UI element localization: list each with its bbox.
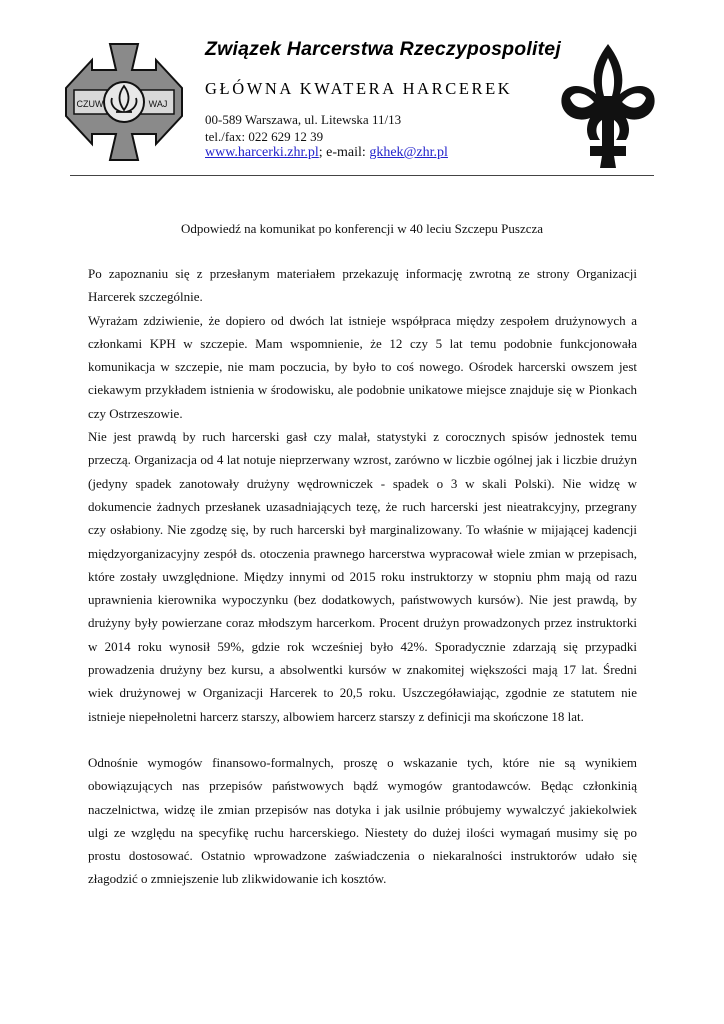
organization-subtitle: GŁÓWNA KWATERA HARCEREK (205, 79, 513, 98)
document-title: Odpowiedź na komunikat po konferencji w 40 leciu Szczepu Puszcza (180, 221, 544, 236)
paragraph: Po zapoznaniu się z przesłanym materiałem przekazuję informację zwrotną ze strony Organizacji Harcerek szczególnie. (88, 266, 637, 305)
organization-name: Związek Harcerstwa Rzeczypospolitej (205, 38, 561, 60)
document-body (88, 262, 637, 891)
letterhead (0, 0, 724, 180)
paragraph: Wyrażam zdziwienie, że dopiero od dwóch lat istnieje współpraca między zespołem drużynowych a członkami KPH w szczepie. Mam wspomnienie, że 12 czy 5 lat temu podobnie funkcjonowała komunikacja w szczepie, nie mam poczucia, by było to coś nowego. Ośrodek harcerski owszem jest ciekawym przykładem istnienia w środowisku, ale podobnie unikatowe miejsce znajduje się w Pionkach czy Ostrzeszowie. (88, 312, 637, 421)
cross-left-text: CZUW (76, 99, 104, 109)
postal-address: 00-589 Warszawa, ul. Litewska 11/13 (205, 112, 402, 127)
phone-fax: tel./fax: 022 629 12 39 (205, 129, 324, 144)
contact-line (205, 145, 448, 161)
paragraph: Odnośnie wymogów finansowo-formalnych, proszę o wskazanie tych, które nie są wynikiem obowiązujących nas przepisów państwowych bądź wymogów grantodawców. Będąc członkinią naczelnictwa, widzę ile zmian przepisów nas dotyka i jak usilnie próbujemy wywalczyć jakiekolwiek ulgi ze względu na specyfikę ruchu harcerskiego. Niestety do dużej ilości wymagań musimy się po prostu dostosować. Ostatnio wprowadzone zaświadczenia o niekaralności instruktorów udało się złagodzić o zmniejszenie lub zlikwidowanie ich kosztów. (88, 754, 637, 887)
cross-right-text: WAJ (148, 99, 168, 109)
paragraph: Nie jest prawdą by ruch harcerski gasł czy malał, statystyki z corocznych spisów jednostek temu przeczą. Organizacja od 4 lat notuje nieprzerwany wzrost, zarówno w liczbie ogólnej jak i liczbie drużyn (jedyny spadek zanotowały drużyny wędrowniczek - spadek o 3 w skali Polski). Nie widzę w dokumencie żadnych przesłanek uzasadniających tezę, że ruch harcerski jest nieatrakcyjny, przegrany czy osłabiony. Nie zgodzę się, by ruch harcerski był marginalizowany. To właśnie w mijającej kadencji międzyorganizacyjny zespół ds. otoczenia prawnego harcerstwa wypracował wiele zmian w przepisach, które zostały uwzględnione. Między innymi od 2015 roku instruktorzy w stopniu phm mają od razu uprawnienia kierownika wypoczynku (bez dodatkowych, państwowych kursów). Nie jest prawdą, by drużyny były powierzane coraz młodszym harcerkom. Procent drużyn prowadzonych przez instruktorki w 2014 roku wynosił 59%, gdzie rok wcześniej było 42%. Sporadycznie zdarzają się przypadki prowadzenia drużyny bez kursu, a absolwentki kursów w znakomitej większości mają 17 lat. Średni wiek drużynowej w Organizacji Harcerek to 20,5 roku. Uszczegóławiając, zgodnie ze statutem nie istnieje niepełnoletni harcerz starszy, albowiem harcerz starszy z definicji ma skończone 18 lat. (88, 429, 637, 724)
header-divider (70, 175, 654, 176)
harcerski-cross-logo (62, 40, 186, 164)
fleur-de-lis-logo (556, 40, 660, 172)
website-link[interactable]: www.harcerki.zhr.pl (205, 145, 319, 160)
email-label: ; e-mail: (318, 145, 370, 160)
email-link[interactable]: gkhek@zhr.pl (369, 145, 448, 160)
